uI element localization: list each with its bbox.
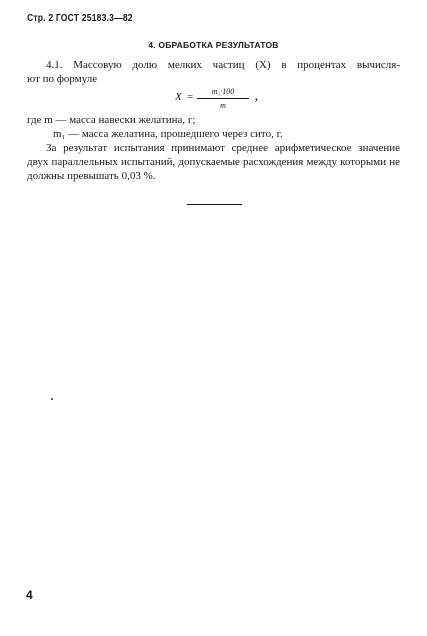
paragraph-result: За результат испытания принимают среднее арифметическое значение двух параллельных испытаний, допускаемые расхождения между которыми не должны превышать 0,03 %. — [27, 142, 400, 182]
page-header: Стр. 2 ГОСТ 25183.3—82 — [27, 13, 133, 24]
formula — [175, 86, 285, 116]
formula-equals: = — [187, 91, 194, 103]
speck — [51, 398, 53, 400]
where-line-2: m₁ — масса желатина, прошедшего через сито, г. — [53, 128, 283, 140]
formula-lhs: X — [175, 91, 182, 103]
section-title: 4. ОБРАБОТКА РЕЗУЛЬТАТОВ — [148, 40, 279, 50]
separator-rule — [187, 204, 242, 205]
formula-fraction — [197, 86, 249, 111]
formula-comma: , — [255, 91, 258, 103]
page-number: 4 — [26, 588, 33, 602]
formula-denominator: m — [220, 101, 226, 110]
where-line-1: где m — масса навески желатина, г; — [27, 114, 196, 126]
formula-numerator: m₁·100 — [211, 87, 235, 96]
paragraph-4-1-line-2: ют по формуле — [27, 73, 98, 85]
fraction-bar — [197, 98, 249, 99]
paragraph-4-1-line-1: 4.1. Массовую долю мелких частиц (X) в процентах вычисля- — [46, 59, 400, 71]
